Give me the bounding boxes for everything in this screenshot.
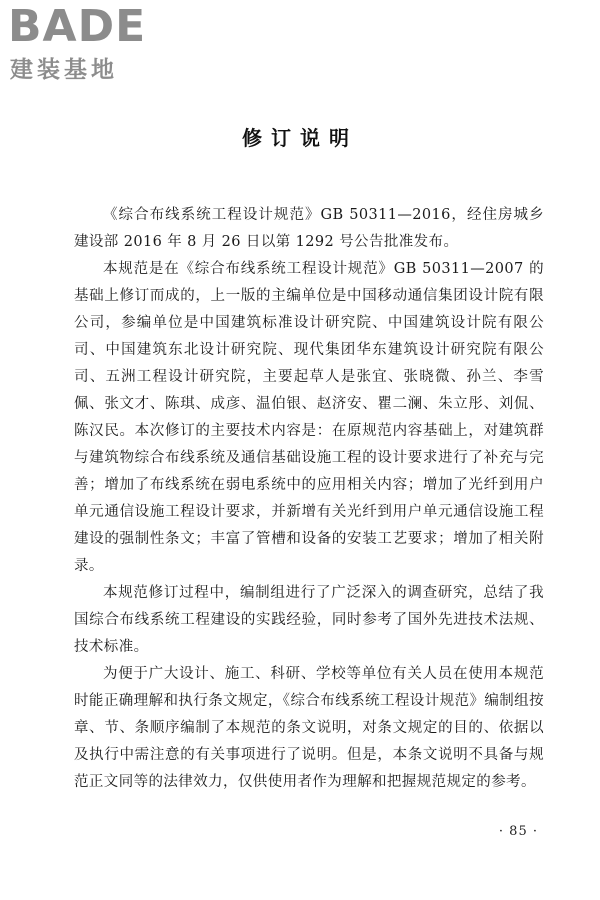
brand-logo-wordmark: BADE (8, 1, 147, 52)
paragraph-revision-process: 本规范修订过程中，编制组进行了广泛深入的调查研究，总结了我国综合布线系统工程建设的实践经验，同时参考了国外先进技术法规、技术标准。 (74, 585, 544, 655)
page-title: 修订说明 (242, 126, 358, 150)
page-number: · 85 · (498, 824, 538, 839)
document-body (74, 202, 544, 796)
paragraph-explanation-purpose: 为便于广大设计、施工、科研、学校等单位有关人员在使用本规范时能正确理解和执行条文规定，《综合布线系统工程设计规范》编制组按章、节、条顺序编制了本规范的条文说明，对条文规定的目的、依据以及执行中需注意的有关事项进行了说明。但是，本条文说明不具备与规范正文同等的法律效力，仅供使用者作为理解和把握规范规定的参考。 (74, 666, 544, 790)
paragraph-approval: 《综合布线系统工程设计规范》GB 50311—2016，经住房城乡建设部 2016 年 8 月 26 日以第 1292 号公告批准发布。 (74, 207, 544, 250)
paragraph-revision-content: 本规范是在《综合布线系统工程设计规范》GB 50311—2007 的基础上修订而成的，上一版的主编单位是中国移动通信集团设计院有限公司，参编单位是中国建筑标准设计研究院、中国建筑设计院有限公司、中国建筑东北设计研究院、现代集团华东建筑设计研究院有限公司、五洲工程设计研究院，主要起草人是张宜、张晓微、孙兰、李雪佩、张文才、陈琪、成彦、温伯银、赵济安、瞿二澜、朱立彤、刘侃、陈汉民。本次修订的主要技术内容是：在原规范内容基础上，对建筑群与建筑物综合布线系统及通信基础设施工程的设计要求进行了补充与完善；增加了布线系统在弱电系统中的应用相关内容；增加了光纤到用户单元通信设施工程设计要求，并新增有关光纤到用户单元通信设施工程建设的强制性条文；丰富了管槽和设备的安装工艺要求；增加了相关附录。 (74, 261, 544, 574)
brand-logo (8, 2, 178, 88)
brand-logo-subtitle: 建装基地 (10, 57, 118, 83)
